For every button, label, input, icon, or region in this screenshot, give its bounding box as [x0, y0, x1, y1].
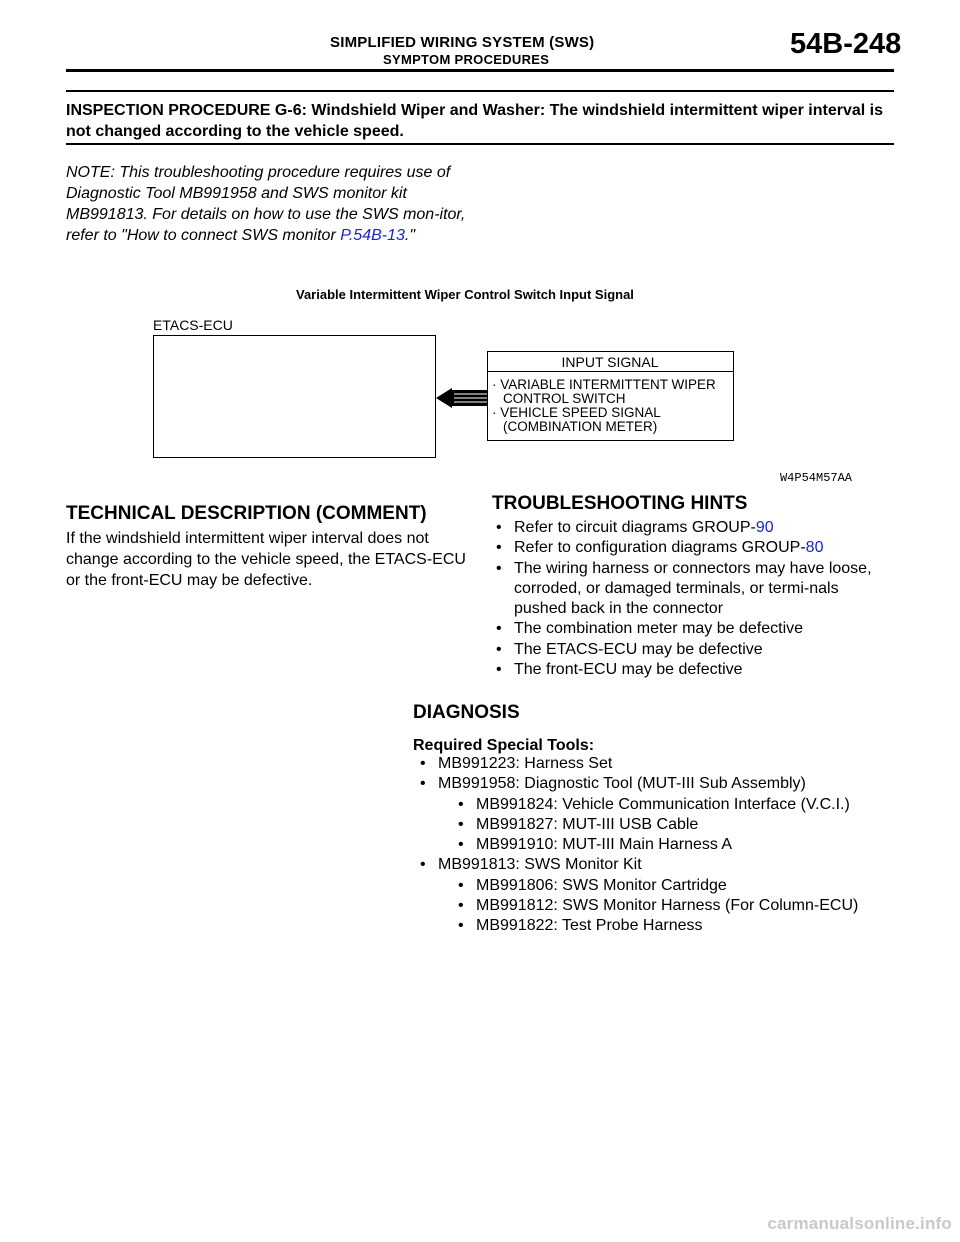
note-text: NOTE: This troubleshooting procedure requires use of Diagnostic Tool MB991958 and SWS monitor kit MB991813. For details on how to use the SWS mon-itor, refer to "How to connect SWS monitor [66, 164, 466, 244]
procedure-title: INSPECTION PROCEDURE G-6: Windshield Wiper and Washer: The windshield intermittent wiper interval is not changed according to the vehicle speed. [66, 102, 883, 140]
tools-label: Required Special Tools: [413, 737, 595, 754]
diagram-title: Variable Intermittent Wiper Control Switch Input Signal [296, 287, 634, 302]
hint-item: • The combination meter may be defective [491, 619, 891, 639]
hint-item: • Refer to configuration diagrams GROUP-80 [491, 538, 891, 558]
header-rule [66, 69, 894, 72]
group-90-link[interactable]: 90 [755, 519, 774, 536]
diagnosis-heading: DIAGNOSIS [413, 702, 520, 723]
section-subtitle: SYMPTOM PROCEDURES [383, 52, 550, 67]
tool-subitem: • MB991822: Test Probe Harness [453, 916, 915, 936]
hints-heading: TROUBLESHOOTING HINTS [492, 493, 748, 514]
hints-list [491, 518, 891, 680]
tool-item: • MB991813: SWS Monitor Kit [415, 855, 915, 875]
tool-sublist [415, 876, 915, 937]
signal-1-line1: · VARIABLE INTERMITTENT WIPER [492, 377, 716, 392]
note-suffix: ." [404, 227, 416, 244]
tool-sublist [415, 795, 915, 856]
diagram-code: W4P54M57AA [779, 471, 852, 485]
wiring-diagram [140, 310, 870, 490]
section-title: SIMPLIFIED WIRING SYSTEM (SWS) [330, 34, 595, 51]
tools-list [415, 754, 915, 937]
signal-1-line2: CONTROL SWITCH [503, 391, 626, 406]
ecu-label: ETACS-ECU [153, 317, 233, 333]
tool-subitem: • MB991812: SWS Monitor Harness (For Column-ECU) [453, 896, 915, 916]
tool-subgroup [415, 795, 915, 856]
title-rule-top [66, 90, 894, 92]
hint-item: • The front-ECU may be defective [491, 660, 891, 680]
technical-body: If the windshield intermittent wiper interval does not change according to the vehicle speed, the ETACS-ECU or the front-ECU may be defective. [66, 530, 466, 589]
hint-item: • The wiring harness or connectors may have loose, corroded, or damaged terminals, or termi-nals pushed back in the connector [491, 559, 891, 620]
tool-item: • MB991958: Diagnostic Tool (MUT-III Sub Assembly) [415, 774, 915, 794]
ecu-box [154, 336, 436, 458]
watermark: carmanualsonline.info [767, 1214, 952, 1233]
tool-subitem: • MB991827: MUT-III USB Cable [453, 815, 915, 835]
title-rule-bottom [66, 143, 894, 145]
tool-item: • MB991223: Harness Set [415, 754, 915, 774]
note-paragraph [66, 162, 486, 246]
signal-2-line1: · VEHICLE SPEED SIGNAL [492, 405, 661, 420]
hint-item: • Refer to circuit diagrams GROUP-90 [491, 518, 891, 538]
tool-subitem: • MB991806: SWS Monitor Cartridge [453, 876, 915, 896]
page-number: 54B-248 [790, 28, 902, 60]
tool-subgroup [415, 876, 915, 937]
signal-arrow-icon [436, 388, 487, 408]
signal-2-line2: (COMBINATION METER) [503, 419, 658, 434]
tool-subitem: • MB991910: MUT-III Main Harness A [453, 835, 915, 855]
tool-subitem: • MB991824: Vehicle Communication Interface (V.C.I.) [453, 795, 915, 815]
group-80-link[interactable]: 80 [805, 539, 824, 557]
input-signal-header: INPUT SIGNAL [561, 354, 659, 370]
hint-item: • The ETACS-ECU may be defective [491, 640, 891, 660]
note-link[interactable]: P.54B-13 [340, 227, 405, 244]
technical-heading: TECHNICAL DESCRIPTION (COMMENT) [66, 503, 427, 524]
